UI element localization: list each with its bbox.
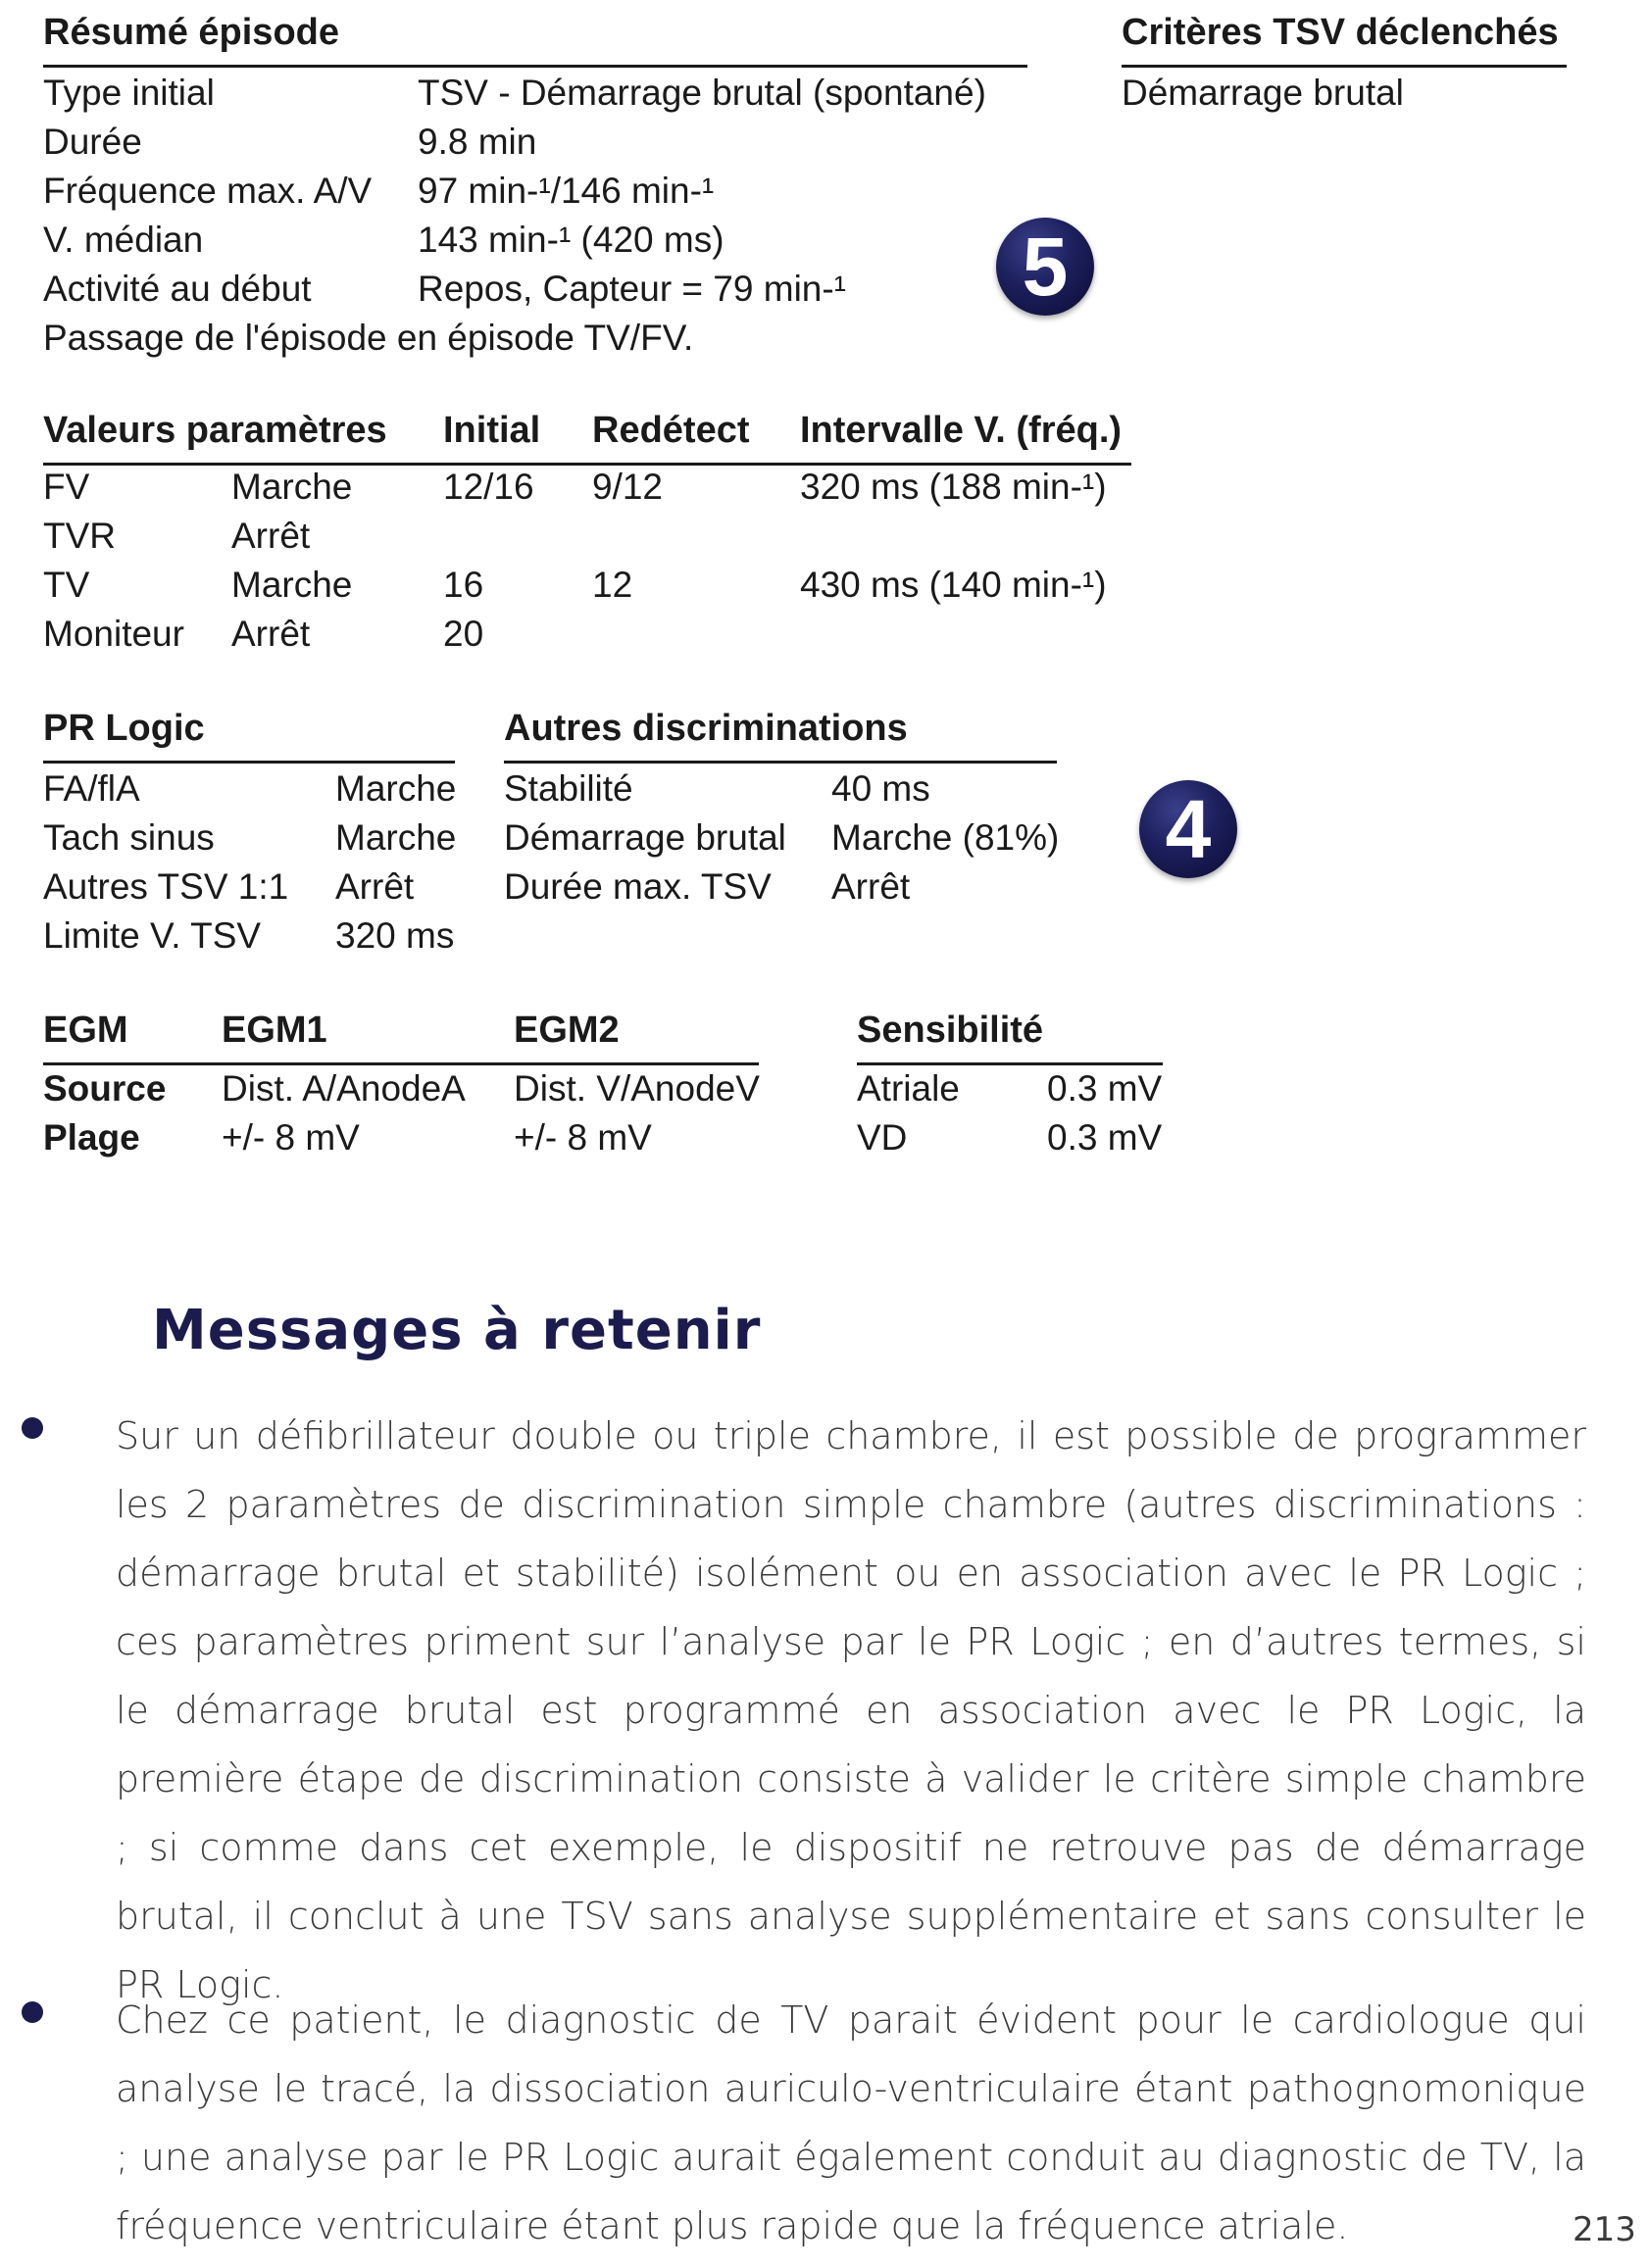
step-badge-4: 4 [1139, 780, 1237, 878]
resume-divider [43, 65, 1027, 68]
resume-value: 97 min-¹/146 min-¹ [418, 171, 715, 211]
egm1-value: Dist. A/AnodeA [222, 1068, 466, 1109]
params-row-interval: 320 ms (188 min-¹) [800, 467, 1107, 507]
sensibilite-title: Sensibilité [857, 1010, 1044, 1051]
egm1-value: +/- 8 mV [222, 1117, 360, 1158]
egm-row-label: Plage [43, 1117, 140, 1158]
resume-value: TSV - Démarrage brutal (spontané) [418, 73, 986, 113]
resume-value: Repos, Capteur = 79 min-¹ [418, 269, 847, 309]
params-row-state: Marche [231, 565, 353, 605]
sensibilite-label: Atriale [857, 1068, 960, 1109]
step-badge-5: 5 [996, 218, 1094, 316]
prlogic-label: FA/flA [43, 768, 140, 809]
prlogic-title: PR Logic [43, 708, 205, 749]
params-row-state: Marche [231, 467, 353, 507]
prlogic-label: Tach sinus [43, 817, 215, 858]
autres-divider [504, 761, 1057, 764]
params-row-initial: 12/16 [443, 467, 534, 507]
egm2-value: +/- 8 mV [514, 1117, 652, 1158]
message-paragraph: Sur un défibrillateur double ou triple chambre, il est possible de programmer les 2 paramètres de discrimination simple chambre (autres discriminations : démarrage brutal et stabilité) isolément ou en association avec le PR Logic ; ces paramètres priment sur l’analyse par le PR Logic ; en d’autres termes, si le démarrage brutal est programmé en association avec le PR Logic, la première étape de discrimination consiste à valider le critère simple chambre ; si comme dans cet exemple, le dispositif ne retrouve pas de démarrage brutal, il conclut à une TSV sans analyse supplémentaire et sans consulter le PR Logic. [116, 1414, 1586, 2006]
params-header-interval: Intervalle V. (fréq.) [800, 410, 1123, 451]
params-row-initial: 20 [443, 614, 484, 654]
autres-value: Marche (81%) [831, 817, 1060, 858]
sensibilite-value: 0.3 mV [1047, 1068, 1163, 1109]
params-row-interval: 430 ms (140 min-¹) [800, 565, 1107, 605]
sensibilite-value: 0.3 mV [1047, 1117, 1163, 1158]
resume-label: Durée [43, 122, 142, 162]
params-row-name: FV [43, 467, 90, 507]
autres-label: Démarrage brutal [504, 817, 786, 858]
params-row-name: TV [43, 565, 90, 605]
params-row-redetect: 9/12 [592, 467, 664, 507]
egm1-header: EGM1 [222, 1010, 327, 1051]
criteres-divider [1122, 65, 1567, 68]
message-paragraph: Chez ce patient, le diagnostic de TV parait évident pour le cardiologue qui analyse le tracé, la dissociation auriculo-ventriculaire étant pathognomonique ; une analyse par le PR Logic aurait également conduit au diagnostic de TV, la fréquence ventriculaire étant plus rapide que la fréquence atriale. [116, 1998, 1586, 2247]
params-header-redetect: Redétect [592, 410, 750, 451]
resume-label: Activité au début [43, 269, 312, 309]
egm2-value: Dist. V/AnodeV [514, 1068, 760, 1109]
params-row-name: Moniteur [43, 614, 184, 654]
bullet-dot [22, 1417, 43, 1439]
page-number: 213 [1573, 2210, 1636, 2249]
resume-label: V. médian [43, 220, 204, 260]
prlogic-label: Limite V. TSV [43, 915, 262, 956]
params-row-name: TVR [43, 516, 116, 556]
params-row-state: Arrêt [231, 614, 311, 654]
prlogic-value: Arrêt [335, 866, 415, 907]
bullet-dot [22, 2001, 43, 2023]
resume-note: Passage de l'épisode en épisode TV/FV. [43, 318, 694, 358]
prlogic-divider [43, 761, 455, 764]
params-header-name: Valeurs paramètres [43, 410, 387, 451]
prlogic-value: Marche [335, 768, 457, 809]
autres-value: Arrêt [831, 866, 911, 907]
egm-header: EGM [43, 1010, 128, 1051]
egm-row-label: Source [43, 1068, 167, 1109]
egm2-header: EGM2 [514, 1010, 620, 1051]
autres-value: 40 ms [831, 768, 930, 809]
prlogic-label: Autres TSV 1:1 [43, 866, 289, 907]
prlogic-value: Marche [335, 817, 457, 858]
resume-label: Fréquence max. A/V [43, 171, 373, 211]
criteres-title: Critères TSV déclenchés [1122, 12, 1559, 53]
params-header-initial: Initial [443, 410, 541, 451]
autres-label: Durée max. TSV [504, 866, 772, 907]
autres-label: Stabilité [504, 768, 633, 809]
resume-episode-title: Résumé épisode [43, 12, 339, 53]
prlogic-value: 320 ms [335, 915, 455, 956]
params-row-initial: 16 [443, 565, 484, 605]
sensibilite-label: VD [857, 1117, 908, 1158]
autres-title: Autres discriminations [504, 708, 908, 749]
criteres-value: Démarrage brutal [1122, 73, 1404, 113]
messages-title: Messages à retenir [152, 1299, 762, 1362]
resume-value: 9.8 min [418, 122, 537, 162]
params-row-redetect: 12 [592, 565, 633, 605]
resume-label: Type initial [43, 73, 215, 113]
params-row-state: Arrêt [231, 516, 311, 556]
resume-value: 143 min-¹ (420 ms) [418, 220, 725, 260]
